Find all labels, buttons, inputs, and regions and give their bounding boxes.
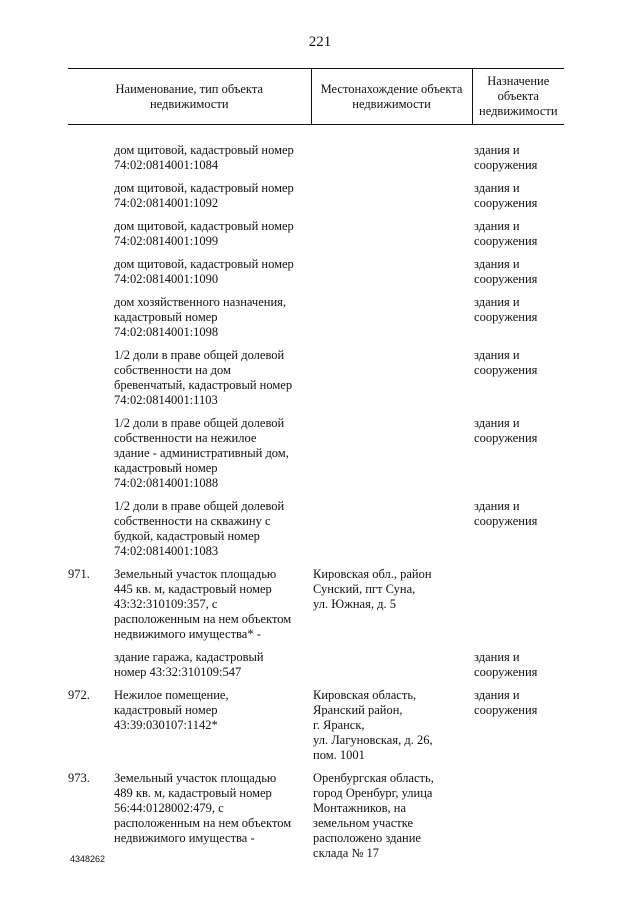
cell-purpose: здания и сооружения [474,688,538,717]
cell-location [311,499,472,559]
table-row [68,416,564,491]
cell-num: 972. [68,688,90,702]
table-row [68,257,564,287]
row-spacer [68,491,564,499]
cell-name: Земельный участок площадью 445 кв. м, кадастровый номер 43:32:310109:357, с расположенным на нем объектом недвижимого имущества* - [114,567,292,641]
cell-num [68,219,112,249]
cell-location [311,143,472,173]
cell-num: 971. [68,567,90,581]
cell-name: дом щитовой, кадастровый номер 74:02:0814001:1099 [114,219,294,248]
cell-num [68,416,112,491]
table-row [68,567,564,642]
row-spacer [68,125,564,144]
cell-num [68,295,112,340]
row-spacer [68,559,564,567]
row-spacer [68,287,564,295]
cell-location [311,181,472,211]
cell-name: дом щитовой, кадастровый номер 74:02:0814001:1090 [114,257,294,286]
cell-purpose [472,771,564,861]
cell-purpose: здания и сооружения [474,295,538,324]
table-row [68,219,564,249]
cell-location [311,348,472,408]
table-row [68,688,564,763]
cell-location [311,416,472,491]
cell-purpose: здания и сооружения [474,650,538,679]
cell-purpose [472,567,564,642]
cell-location: Оренбургская область, город Оренбург, улица Монтажников, на земельном участке расположено здание склада № 17 [313,771,434,860]
header-location: Местонахождение объекта недвижимости [311,69,472,125]
header-name: Наименование, тип объекта недвижимости [68,69,311,125]
cell-name: дом щитовой, кадастровый номер 74:02:0814001:1084 [114,143,294,172]
cell-purpose: здания и сооружения [474,499,538,528]
table-row [68,499,564,559]
row-spacer [68,408,564,416]
cell-name: 1/2 доли в праве общей долевой собственности на дом бревенчатый, кадастровый номер 74:02:0814001:1103 [114,348,293,407]
cell-num: 973. [68,771,90,785]
row-spacer [68,173,564,181]
cell-name: 1/2 доли в праве общей долевой собственности на скважину с будкой, кадастровый номер 74:02:0814001:1083 [114,499,285,558]
table-row [68,771,564,861]
cell-name: Земельный участок площадью 489 кв. м, кадастровый номер 56:44:0128002:479, с расположенным на нем объектом недвижимого имущества - [114,771,292,845]
document-code: 4348262 [70,854,106,864]
table-row [68,348,564,408]
cell-num [68,257,112,287]
cell-purpose: здания и сооружения [474,348,538,377]
cell-name: здание гаража, кадастровый номер 43:32:310109:547 [114,650,264,679]
table-header-row [68,69,564,125]
property-table [68,68,564,861]
row-spacer [68,642,564,650]
row-spacer [68,680,564,688]
table-row [68,181,564,211]
cell-location [311,257,472,287]
table-row [68,650,564,680]
cell-name: дом хозяйственного назначения, кадастровый номер 74:02:0814001:1098 [114,295,287,339]
cell-num [68,499,112,559]
table-row [68,295,564,340]
row-spacer [68,340,564,348]
cell-location: Кировская обл., район Сунский, пгт Суна, ул. Южная, д. 5 [313,567,432,611]
cell-name: Нежилое помещение, кадастровый номер 43:39:030107:1142* [114,688,229,732]
cell-purpose: здания и сооружения [474,257,538,286]
cell-purpose: здания и сооружения [474,143,538,172]
row-spacer [68,249,564,257]
cell-num [68,181,112,211]
cell-num [68,348,112,408]
row-spacer [68,763,564,771]
cell-name: дом щитовой, кадастровый номер 74:02:0814001:1092 [114,181,294,210]
header-purpose: Назначение объекта недвижимости [472,69,564,125]
cell-location [311,650,472,680]
cell-purpose: здания и сооружения [474,219,538,248]
cell-location [311,219,472,249]
cell-num [68,143,112,173]
cell-purpose: здания и сооружения [474,416,538,445]
cell-purpose: здания и сооружения [474,181,538,210]
cell-num [68,650,112,680]
page-number: 221 [308,34,332,50]
cell-location: Кировская область, Яранский район, г. Яранск, ул. Лагуновская, д. 26, пом. 1001 [313,688,433,762]
cell-name: 1/2 доли в праве общей долевой собственности на нежилое здание - административный дом, кадастровый номер 74:02:0814001:1088 [114,416,289,490]
row-spacer [68,211,564,219]
table-body [68,125,564,862]
cell-location [311,295,472,340]
table-row [68,143,564,173]
